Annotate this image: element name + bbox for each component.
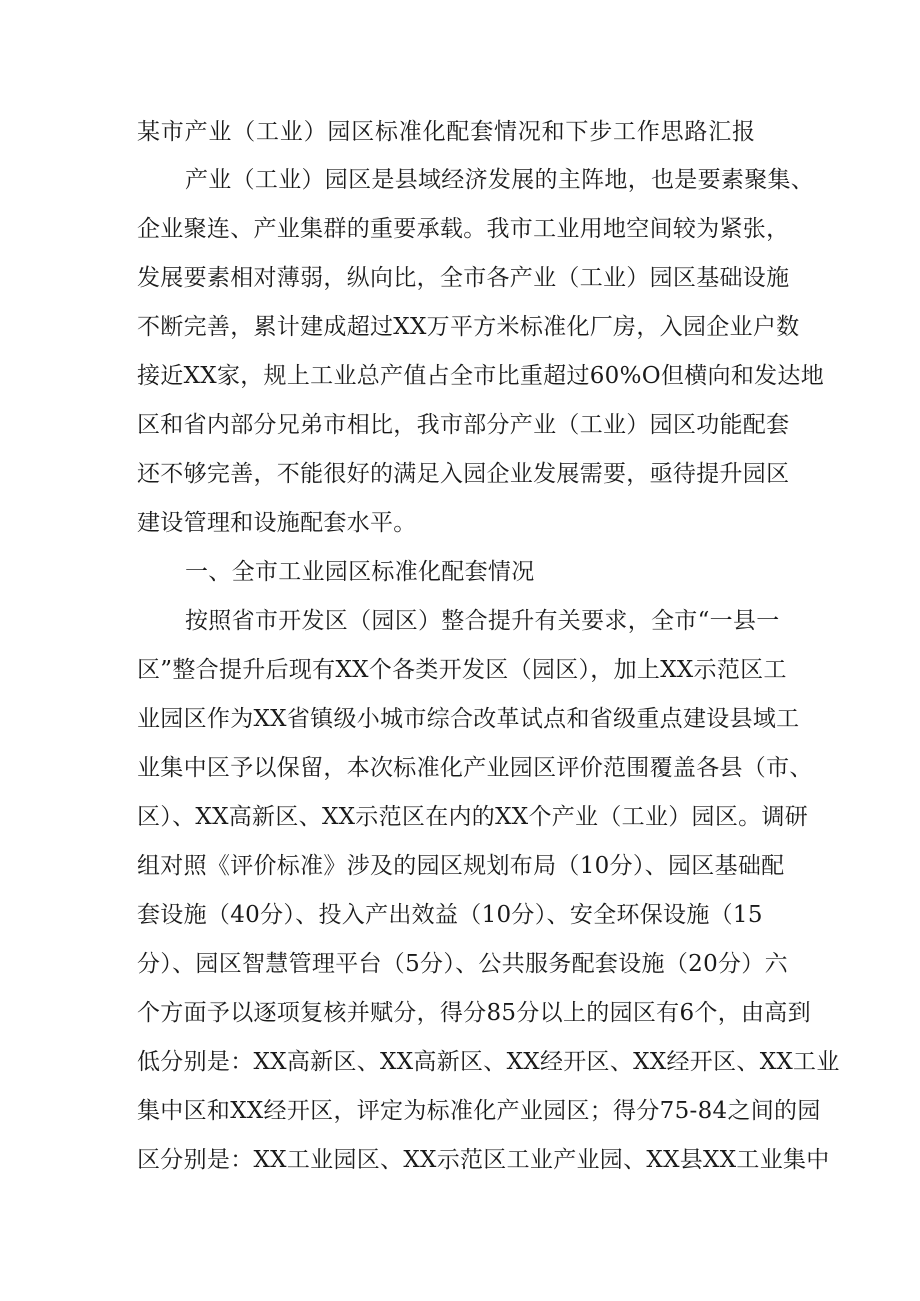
paragraph-2-line-3: 业园区作为XX省镇级小城市综合改革试点和省级重点建设县域工 xyxy=(137,706,800,732)
paragraph-2-line-4: 业集中区予以保留，本次标准化产业园区评价范围覆盖各县（市、 xyxy=(137,755,813,781)
paragraph-2-line-7: 套设施（40分）、投入产出效益（10分）、安全环保设施（15 xyxy=(137,902,763,928)
paragraph-2-line-12: 区分别是：XX工业园区、XX示范区工业产业园、XX县XX工业集中 xyxy=(137,1147,830,1173)
paragraph-1-line-2: 企业聚连、产业集群的重要承载。我市工业用地空间较为紧张， xyxy=(137,216,790,242)
paragraph-1-line-6: 区和省内部分兄弟市相比，我市部分产业（工业）园区功能配套 xyxy=(137,412,790,438)
paragraph-2-line-10: 低分别是：XX高新区、XX高新区、XX经开区、XX经开区、XX工业 xyxy=(137,1049,840,1075)
paragraph-1-line-3: 发展要素相对薄弱，纵向比，全市各产业（工业）园区基础设施 xyxy=(137,265,790,291)
document-title: 某市产业（工业）园区标准化配套情况和下步工作思路汇报 xyxy=(137,119,756,145)
paragraph-2-line-6: 组对照《评价标准》涉及的园区规划布局（10分）、园区基础配 xyxy=(137,853,785,879)
paragraph-2-line-2: 区”整合提升后现有XX个各类开发区（园区），加上XX示范区工 xyxy=(137,657,787,683)
paragraph-2-line-11: 集中区和XX经开区，评定为标准化产业园区；得分75-84之间的园 xyxy=(137,1098,821,1124)
paragraph-1-line-7: 还不够完善，不能很好的满足入园企业发展需要，亟待提升园区 xyxy=(137,461,790,487)
paragraph-2-line-5: 区）、XX高新区、XX示范区在内的XX个产业（工业）园区。调研 xyxy=(137,804,809,830)
paragraph-2-line-8: 分）、园区智慧管理平台（5分）、公共服务配套设施（20分）六 xyxy=(137,951,788,977)
paragraph-1-line-8: 建设管理和设施配套水平。 xyxy=(137,510,417,536)
section-heading-1: 一、全市工业园区标准化配套情况 xyxy=(185,559,535,585)
paragraph-1-line-4: 不断完善，累计建成超过XX万平方米标准化厂房，入园企业户数 xyxy=(137,314,800,340)
paragraph-1-line-1: 产业（工业）园区是县域经济发展的主阵地，也是要素聚集、 xyxy=(185,167,815,193)
paragraph-2-line-9: 个方面予以逐项复核并赋分，得分85分以上的园区有6个，由高到 xyxy=(137,1000,811,1026)
paragraph-1-line-5: 接近XX家，规上工业总产值占全市比重超过60%O但横向和发达地 xyxy=(137,363,825,389)
paragraph-2-line-1: 按照省市开发区（园区）整合提升有关要求，全市“一县一 xyxy=(185,608,780,634)
